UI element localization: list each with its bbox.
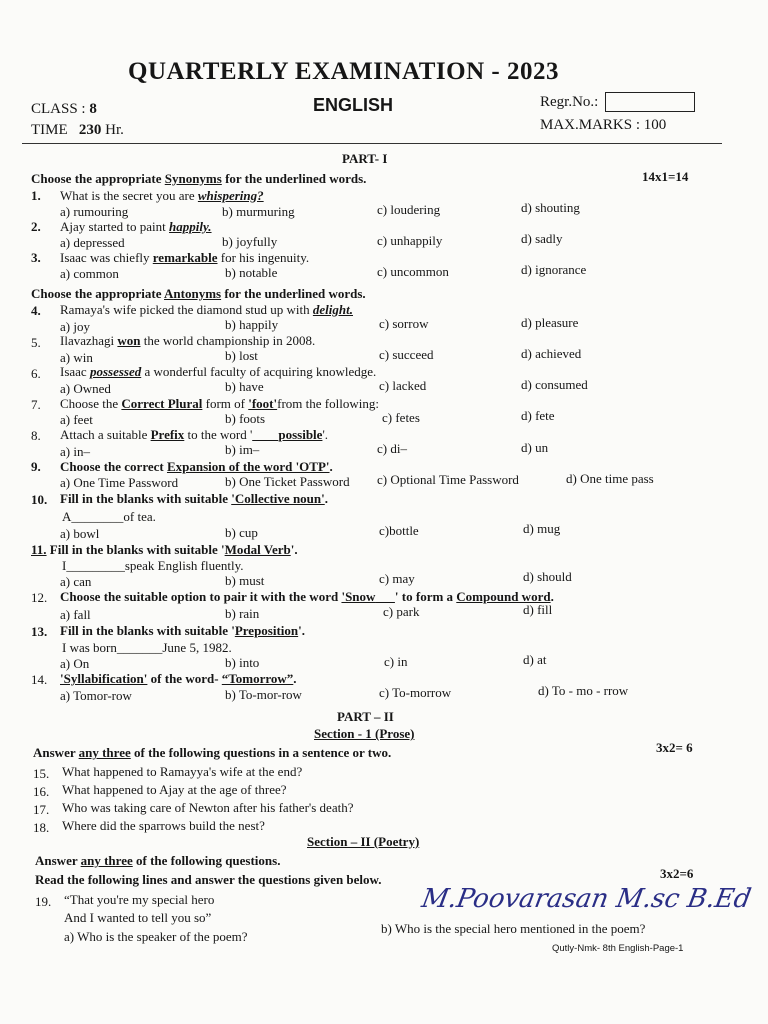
- q1-question: What is the secret you are whispering?: [60, 188, 264, 203]
- class-value: 8: [89, 101, 97, 117]
- q10-option-d: d) mug: [523, 521, 561, 536]
- time-label: TIME 230 Hr.: [31, 122, 124, 138]
- q11-option-b: b) must: [225, 573, 265, 588]
- q19-question-b: b) Who is the special hero mentioned in the poem?: [381, 921, 646, 936]
- part2-title: PART – II: [337, 709, 394, 724]
- q5-option-d: d) achieved: [521, 346, 582, 361]
- q11-number: 11.: [31, 542, 47, 557]
- q3-question: Isaac was chiefly remarkable for his ingenuity.: [60, 250, 310, 265]
- q3-option-c: c) uncommon: [377, 264, 449, 279]
- q8-question: Attach a suitable Prefix to the word '____possible'.: [60, 427, 329, 442]
- q8-number: 8.: [31, 428, 41, 443]
- q7-option-c: c) fetes: [382, 410, 420, 425]
- q8-option-a: a) in–: [60, 444, 90, 459]
- q2-question: Ajay started to paint happily.: [60, 219, 212, 234]
- antonyms-instruction: Choose the appropriate Antonyms for the underlined words.: [31, 286, 366, 301]
- q12-option-a: a) fall: [60, 607, 91, 622]
- q2-option-a: a) depressed: [60, 235, 125, 250]
- q19-poem-line-2: And I wanted to tell you so”: [64, 910, 212, 925]
- q9-option-b: b) One Ticket Password: [225, 474, 350, 489]
- class-label: CLASS : 8: [31, 101, 97, 117]
- q5-question: Ilavazhagi won the world championship in 2008.: [60, 333, 316, 348]
- section1-marks: 3x2= 6: [656, 740, 693, 755]
- q9-number: 9.: [31, 459, 41, 474]
- q19-question-a: a) Who is the speaker of the poem?: [64, 929, 248, 944]
- q1-option-a: a) rumouring: [60, 204, 129, 219]
- q6-option-d: d) consumed: [521, 377, 588, 392]
- section1-instruction: Answer any three of the following questions in a sentence or two.: [33, 745, 392, 760]
- q13-option-b: b) into: [225, 655, 260, 670]
- q10-option-a: a) bowl: [60, 526, 100, 541]
- q14-question: 'Syllabification' of the word- “Tomorrow”.: [60, 671, 297, 686]
- q4-option-a: a) joy: [60, 319, 90, 334]
- q7-number: 7.: [31, 397, 41, 412]
- q14-option-a: a) Tomor-row: [60, 688, 132, 703]
- q1-option-d: d) shouting: [521, 200, 580, 215]
- section2-read-instruction: Read the following lines and answer the questions given below.: [35, 872, 382, 887]
- regr-number-box: [605, 92, 695, 112]
- q19-poem-line-1: “That you're my special hero: [64, 892, 215, 907]
- q19-number: 19.: [35, 894, 52, 909]
- q10-option-c: c)bottle: [379, 523, 419, 538]
- page-footer: Qutly-Nmk- 8th English-Page-1: [552, 943, 684, 954]
- synonyms-instruction: Choose the appropriate Synonyms for the underlined words.: [31, 171, 367, 186]
- q12-option-d: d) fill: [523, 602, 553, 617]
- q9-option-a: a) One Time Password: [60, 475, 179, 490]
- q10-question: Fill in the blanks with suitable 'Collective noun'.: [60, 491, 328, 506]
- time-value: 230: [78, 122, 102, 138]
- q8-option-b: b) im–: [225, 442, 260, 457]
- q3-option-a: a) common: [60, 266, 119, 281]
- q16-question: What happened to Ajay at the age of three?: [62, 782, 287, 797]
- q17-number: 17.: [33, 802, 50, 817]
- q4-number: 4.: [31, 303, 41, 318]
- q10-number: 10.: [31, 492, 48, 507]
- q14-option-c: c) To-morrow: [379, 685, 452, 700]
- q13-question: Fill in the blanks with suitable 'Preposition'.: [60, 623, 306, 638]
- subject-name: ENGLISH: [313, 95, 394, 115]
- part1-title: PART- I: [342, 151, 388, 166]
- q12-question: Choose the suitable option to pair it with the word 'Snow ' to form a Compound word.: [60, 589, 554, 604]
- q5-number: 5.: [31, 335, 41, 350]
- q5-option-a: a) win: [60, 350, 93, 365]
- section2-marks: 3x2=6: [660, 866, 694, 881]
- q7-option-d: d) fete: [521, 408, 555, 423]
- q8-option-d: d) un: [521, 440, 549, 455]
- q4-option-b: b) happily: [225, 317, 279, 332]
- q6-question: Isaac possessed a wonderful faculty of acquiring knowledge.: [60, 364, 377, 379]
- q1-option-c: c) loudering: [377, 202, 441, 217]
- q15-question: What happened to Ramayya's wife at the end?: [62, 764, 303, 779]
- q6-number: 6.: [31, 366, 41, 381]
- q9-option-d: d) One time pass: [566, 471, 654, 486]
- q3-number: 3.: [31, 250, 41, 265]
- q14-option-b: b) To-mor-row: [225, 687, 302, 702]
- q11-question: 11. Fill in the blanks with suitable 'Modal Verb'.: [31, 542, 298, 557]
- q2-option-c: c) unhappily: [377, 233, 443, 248]
- q6-option-b: b) have: [225, 379, 264, 394]
- q11-option-d: d) should: [523, 569, 572, 584]
- q16-number: 16.: [33, 784, 50, 799]
- q4-option-c: c) sorrow: [379, 316, 429, 331]
- q10-option-b: b) cup: [225, 525, 258, 540]
- q6-option-a: a) Owned: [60, 381, 111, 396]
- q13-option-a: a) On: [60, 656, 90, 671]
- teacher-signature: M.Poovarasan M.sc B.Ed: [419, 884, 754, 914]
- q3-option-b: b) notable: [225, 265, 278, 280]
- q4-question: Ramaya's wife picked the diamond stud up with delight.: [60, 302, 353, 317]
- q13-option-d: d) at: [523, 652, 547, 667]
- max-marks: MAX.MARKS : 100: [540, 117, 667, 133]
- q12-number: 12.: [31, 590, 48, 605]
- q2-option-d: d) sadly: [521, 231, 563, 246]
- section1-title: Section - 1 (Prose): [314, 726, 415, 741]
- q9-option-c: c) Optional Time Password: [377, 472, 519, 487]
- q14-number: 14.: [31, 672, 48, 687]
- q17-question: Who was taking care of Newton after his father's death?: [62, 800, 354, 815]
- q11-sentence: I_________speak English fluently.: [62, 558, 244, 573]
- q4-option-d: d) pleasure: [521, 315, 579, 330]
- q14-option-d: d) To - mo - rrow: [538, 683, 629, 698]
- q12-option-b: b) rain: [225, 606, 260, 621]
- q18-question: Where did the sparrows build the nest?: [62, 818, 265, 833]
- q11-option-c: c) may: [379, 571, 415, 586]
- q7-option-a: a) feet: [60, 412, 93, 427]
- q15-number: 15.: [33, 766, 50, 781]
- q12-option-c: c) park: [383, 604, 420, 619]
- regr-label: Regr.No.:: [540, 94, 599, 110]
- q9-question: Choose the correct Expansion of the word 'OTP'.: [60, 459, 333, 474]
- q7-option-b: b) foots: [225, 411, 266, 426]
- q6-option-c: c) lacked: [379, 378, 427, 393]
- q8-option-c: c) di–: [377, 441, 407, 456]
- section2-instruction: Answer any three of the following questions.: [35, 853, 281, 868]
- exam-title: QUARTERLY EXAMINATION - 2023: [128, 58, 559, 85]
- q2-option-b: b) joyfully: [222, 234, 278, 249]
- q10-sentence: A________of tea.: [62, 509, 156, 524]
- q13-number: 13.: [31, 624, 48, 639]
- part1-marks: 14x1=14: [642, 169, 689, 184]
- q13-sentence: I was born_______June 5, 1982.: [62, 640, 232, 655]
- q2-number: 2.: [31, 219, 41, 234]
- q5-option-b: b) lost: [225, 348, 258, 363]
- q7-question: Choose the Correct Plural form of 'foot'from the following:: [60, 396, 379, 411]
- q5-option-c: c) succeed: [379, 347, 434, 362]
- q13-option-c: c) in: [384, 654, 408, 669]
- header-rule: [22, 143, 722, 144]
- q18-number: 18.: [33, 820, 50, 835]
- q3-option-d: d) ignorance: [521, 262, 587, 277]
- section2-title: Section – II (Poetry): [307, 834, 420, 849]
- q1-option-b: b) murmuring: [222, 204, 295, 219]
- q11-option-a: a) can: [60, 574, 92, 589]
- q1-number: 1.: [31, 188, 41, 203]
